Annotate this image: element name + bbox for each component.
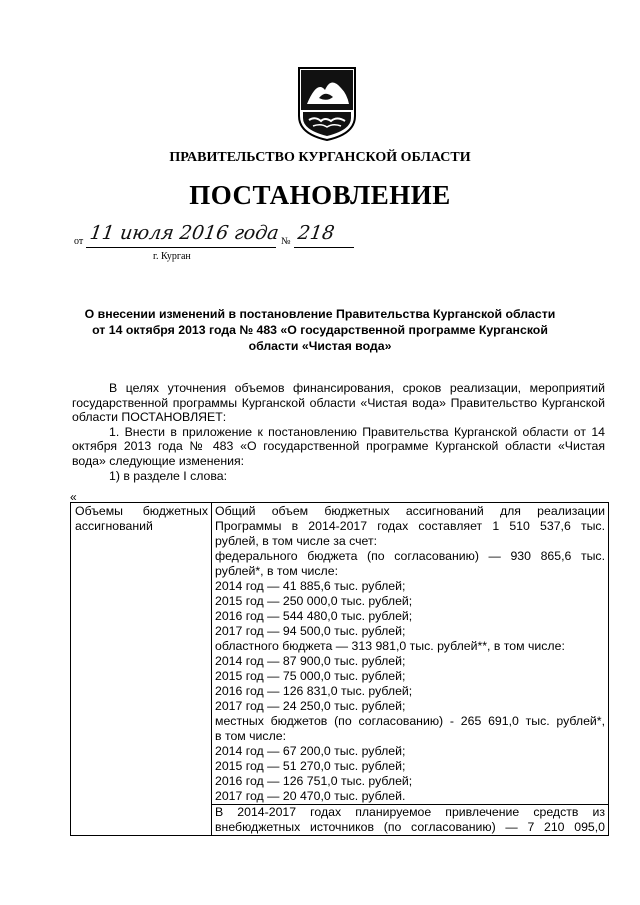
kurgan-coat-of-arms-icon: [295, 64, 359, 142]
content-line: 2014 год — 87 900,0 тыс. рублей;: [215, 654, 406, 668]
table-cell-content: [212, 503, 609, 836]
content-divider: [212, 804, 608, 835]
content-line: 2017 год — 20 470,0 тыс. рублей.: [215, 789, 406, 803]
content-line: 2014 год — 67 200,0 тыс. рублей;: [215, 744, 406, 758]
date-underline: [86, 247, 276, 248]
content-line: рублей, в том числе за счет:: [215, 534, 377, 548]
government-name: ПРАВИТЕЛЬСТВО КУРГАНСКОЙ ОБЛАСТИ: [169, 150, 471, 165]
content-line: 2014 год — 41 885,6 тыс. рублей;: [215, 579, 406, 593]
label-line: Объемы бюджетных: [75, 504, 208, 518]
content-line: 2015 год — 250 000,0 тыс. рублей;: [215, 594, 413, 608]
content-line: 2015 год — 75 000,0 тыс. рублей;: [215, 669, 406, 683]
content-line: 2015 год — 51 270,0 тыс. рублей;: [215, 759, 406, 773]
content-line: в том числе:: [215, 729, 287, 743]
table-cell-label: [71, 503, 212, 836]
content-line: 2016 год — 126 751,0 тыс. рублей;: [215, 774, 413, 788]
number-prefix: №: [281, 236, 291, 247]
content-line: федерального бюджета (по согласованию) — 930 865,6 тыс.: [215, 549, 605, 563]
content-line: местных бюджетов (по согласованию) - 265 691,0 тыс. рублей*,: [215, 714, 605, 728]
content-line: 2016 год — 126 831,0 тыс. рублей;: [215, 684, 413, 698]
city-name: г. Курган: [153, 251, 191, 262]
handwritten-number: 218: [296, 222, 336, 244]
content-line: Общий объем бюджетных ассигнований для реализации: [215, 504, 605, 518]
opening-quote: «: [70, 490, 77, 504]
content-line: 2017 год — 24 250,0 тыс. рублей;: [215, 699, 406, 713]
table-row: [71, 503, 609, 836]
paragraph-item-1: 1. Внести в приложение к постановлению Правительства Курганской области от 14 октября 2013 года № 483 «О государственной программе Курганской области «Чистая вода» следующие изменения:: [72, 424, 605, 468]
document-type-title: ПОСТАНОВЛЕНИЕ: [189, 180, 451, 210]
content-line: В 2014-2017 годах планируемое привлечение средств из: [215, 805, 605, 819]
paragraph-subitem-1: 1) в разделе I слова:: [109, 468, 228, 483]
date-prefix: от: [74, 236, 84, 247]
content-line: областного бюджета — 313 981,0 тыс. рублей**, в том числе:: [215, 639, 565, 653]
handwritten-date: 11 июля 2016 года: [88, 222, 281, 244]
content-line: рублей*, в том числе:: [215, 564, 338, 578]
subject-line-2: от 14 октября 2013 года № 483 «О государственной программе Курганской: [92, 323, 548, 337]
content-line: 2017 год — 94 500,0 тыс. рублей;: [215, 624, 406, 638]
content-line: внебюджетных источников (по согласованию) — 7 210 095,0: [215, 820, 605, 834]
content-line: 2016 год — 544 480,0 тыс. рублей;: [215, 609, 413, 623]
subject-line-3: области «Чистая вода»: [248, 339, 392, 353]
document-body: [72, 381, 605, 483]
label-line: ассигнований: [75, 519, 153, 533]
paragraph-preamble: В целях уточнения объемов финансирования, сроков реализации, мероприятий государственной программы Курганской области «Чистая вода» Правительство Курганской области ПОСТАНОВЛЯЕТ:: [72, 381, 605, 425]
date-number-row: [74, 222, 354, 262]
number-underline: [294, 247, 354, 248]
subject-line-1: О внесении изменений в постановление Правительства Курганской области: [84, 307, 556, 321]
budget-table: [70, 502, 609, 836]
content-line: Программы в 2014-2017 годах составляет 1 510 537,6 тыс.: [215, 519, 605, 533]
document-subject: [70, 306, 570, 354]
